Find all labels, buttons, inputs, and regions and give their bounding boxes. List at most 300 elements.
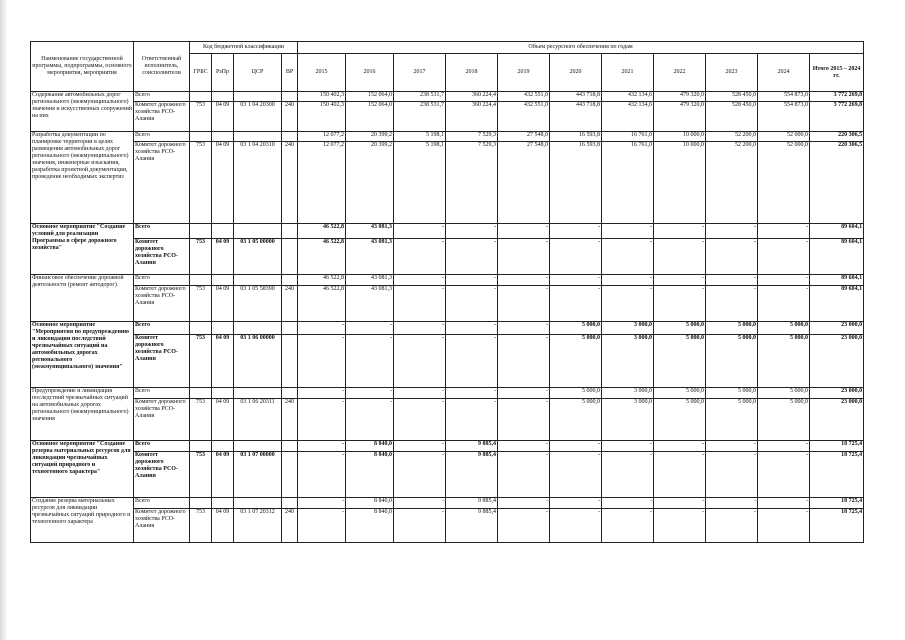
- total-cell: 23 000,0: [810, 335, 864, 388]
- year-value-cell: -: [602, 498, 654, 509]
- row-name: Разработка документации по планировке территории в целях размещения автомобильных дорог регионального (межмуниципального) значения, инженерные изыскания, разработка проектной документации, проведение необходимых экспертиз: [31, 132, 134, 224]
- grbs-cell: 753: [190, 286, 212, 322]
- total-cell: 18 725,4: [810, 441, 864, 452]
- responsible-cell: Комитет дорожного хозяйства РСО-Алания: [134, 102, 190, 132]
- total-cell: 18 725,4: [810, 452, 864, 498]
- total-cell: 23 000,0: [810, 399, 864, 441]
- year-value-cell: 528 450,0: [706, 92, 758, 102]
- csr-cell: [234, 224, 282, 239]
- responsible-cell: Комитет дорожного хозяйства РСО-Алания: [134, 239, 190, 275]
- vr-cell: [282, 441, 298, 452]
- year-value-cell: -: [446, 322, 498, 335]
- grbs-cell: [190, 322, 212, 335]
- grbs-cell: [190, 441, 212, 452]
- year-value-cell: -: [602, 275, 654, 286]
- year-value-cell: 5 000,0: [654, 388, 706, 399]
- header-row-1: [31, 42, 864, 54]
- year-value-cell: -: [298, 399, 346, 441]
- year-value-cell: -: [394, 509, 446, 543]
- year-value-cell: 16 593,8: [550, 132, 602, 142]
- year-value-cell: -: [654, 452, 706, 498]
- year-value-cell: 5 000,0: [706, 399, 758, 441]
- year-value-cell: 5 000,0: [758, 399, 810, 441]
- csr-cell: [234, 132, 282, 142]
- csr-cell: 03 1 07 20312: [234, 509, 282, 543]
- year-value-cell: 16 761,0: [602, 132, 654, 142]
- year-value-cell: 46 522,8: [298, 224, 346, 239]
- table-row: [31, 452, 864, 498]
- year-value-cell: -: [758, 509, 810, 543]
- year-value-cell: 46 522,8: [298, 275, 346, 286]
- year-value-cell: -: [550, 441, 602, 452]
- total-cell: 23 000,0: [810, 388, 864, 399]
- rzpr-cell: [212, 498, 234, 509]
- year-value-cell: -: [758, 286, 810, 322]
- year-value-cell: 443 718,8: [550, 102, 602, 132]
- year-value-cell: 9 885,4: [446, 452, 498, 498]
- year-value-cell: 479 320,0: [654, 102, 706, 132]
- year-value-cell: -: [706, 509, 758, 543]
- rzpr-cell: [212, 224, 234, 239]
- vr-cell: [282, 388, 298, 399]
- year-value-cell: 3 000,0: [602, 335, 654, 388]
- grbs-cell: 753: [190, 335, 212, 388]
- year-value-cell: 43 081,3: [346, 239, 394, 275]
- year-value-cell: -: [654, 498, 706, 509]
- rzpr-cell: 04 09: [212, 452, 234, 498]
- year-value-cell: -: [706, 286, 758, 322]
- table-row: [31, 322, 864, 335]
- resource-provision-table: [30, 41, 864, 543]
- year-value-cell: 52 000,0: [758, 142, 810, 224]
- scan-edge-shadow: [0, 0, 8, 640]
- csr-cell: [234, 322, 282, 335]
- vr-cell: [282, 239, 298, 275]
- year-value-cell: -: [550, 286, 602, 322]
- year-value-cell: -: [346, 322, 394, 335]
- table-row: [31, 224, 864, 239]
- year-value-cell: 27 548,0: [498, 132, 550, 142]
- grbs-cell: 753: [190, 142, 212, 224]
- year-value-cell: -: [706, 224, 758, 239]
- header-year-2021: 2021: [602, 54, 654, 92]
- header-year-2015: 2015: [298, 54, 346, 92]
- rzpr-cell: 04 09: [212, 335, 234, 388]
- year-value-cell: 528 450,0: [706, 102, 758, 132]
- row-name: Основное мероприятие "Мероприятия по предупреждению и ликвидации последствий чрезвычайных ситуаций на автомобильных дорогах регионального (межмуниципального) значения": [31, 322, 134, 388]
- year-value-cell: -: [550, 498, 602, 509]
- csr-cell: [234, 275, 282, 286]
- year-value-cell: 432 134,6: [602, 102, 654, 132]
- header-name: Наименование государственной программы, подпрограммы, основного мероприятия, мероприятия: [31, 42, 134, 92]
- year-value-cell: -: [394, 286, 446, 322]
- year-value-cell: 443 718,8: [550, 92, 602, 102]
- year-value-cell: 7 529,3: [446, 132, 498, 142]
- table-row: [31, 239, 864, 275]
- year-value-cell: 20 399,2: [346, 142, 394, 224]
- year-value-cell: -: [602, 452, 654, 498]
- year-value-cell: -: [394, 322, 446, 335]
- year-value-cell: -: [394, 388, 446, 399]
- year-value-cell: 5 000,0: [550, 399, 602, 441]
- year-value-cell: -: [550, 239, 602, 275]
- year-value-cell: -: [298, 452, 346, 498]
- table-row: [31, 142, 864, 224]
- responsible-cell: Комитет дорожного хозяйства РСО-Алания: [134, 142, 190, 224]
- year-value-cell: -: [298, 322, 346, 335]
- year-value-cell: 432 134,6: [602, 92, 654, 102]
- year-value-cell: -: [346, 388, 394, 399]
- vr-cell: [282, 92, 298, 102]
- year-value-cell: -: [498, 322, 550, 335]
- year-value-cell: 152 064,0: [346, 102, 394, 132]
- grbs-cell: [190, 132, 212, 142]
- vr-cell: [282, 452, 298, 498]
- vr-cell: [282, 275, 298, 286]
- year-value-cell: 554 873,0: [758, 92, 810, 102]
- row-name: Финансовое обеспечение дорожной деятельности (ремонт автодорог): [31, 275, 134, 322]
- year-value-cell: 432 551,0: [498, 102, 550, 132]
- rzpr-cell: [212, 92, 234, 102]
- grbs-cell: 753: [190, 509, 212, 543]
- year-value-cell: -: [602, 509, 654, 543]
- year-value-cell: -: [446, 388, 498, 399]
- total-cell: 89 604,1: [810, 286, 864, 322]
- csr-cell: [234, 498, 282, 509]
- year-value-cell: 5 000,0: [550, 388, 602, 399]
- year-value-cell: -: [654, 286, 706, 322]
- year-value-cell: 43 081,3: [346, 224, 394, 239]
- year-value-cell: -: [446, 275, 498, 286]
- year-value-cell: -: [654, 441, 706, 452]
- year-value-cell: -: [446, 335, 498, 388]
- year-value-cell: 12 077,2: [298, 132, 346, 142]
- year-value-cell: -: [394, 239, 446, 275]
- grbs-cell: 753: [190, 102, 212, 132]
- year-value-cell: 46 522,8: [298, 286, 346, 322]
- vr-cell: [282, 335, 298, 388]
- row-name: Предупреждение и ликвидация последствий чрезвычайных ситуаций на автомобильных дорогах регионального (межмуниципального) значения: [31, 388, 134, 441]
- header-year-2016: 2016: [346, 54, 394, 92]
- year-value-cell: 554 873,0: [758, 102, 810, 132]
- year-value-cell: -: [498, 335, 550, 388]
- year-value-cell: -: [602, 286, 654, 322]
- year-value-cell: 238 531,7: [394, 102, 446, 132]
- year-value-cell: -: [550, 275, 602, 286]
- responsible-cell: Всего: [134, 132, 190, 142]
- rzpr-cell: 04 09: [212, 239, 234, 275]
- year-value-cell: -: [550, 452, 602, 498]
- year-value-cell: 5 000,0: [706, 322, 758, 335]
- year-value-cell: 52 000,0: [758, 132, 810, 142]
- year-value-cell: -: [758, 498, 810, 509]
- table-row: [31, 388, 864, 399]
- grbs-cell: [190, 92, 212, 102]
- year-value-cell: 10 000,0: [654, 132, 706, 142]
- year-value-cell: -: [298, 509, 346, 543]
- csr-cell: 03 1 05 00000: [234, 239, 282, 275]
- responsible-cell: Всего: [134, 275, 190, 286]
- table-row: [31, 498, 864, 509]
- year-value-cell: -: [394, 275, 446, 286]
- responsible-cell: Всего: [134, 224, 190, 239]
- year-value-cell: 9 885,4: [446, 441, 498, 452]
- year-value-cell: 360 224,4: [446, 92, 498, 102]
- year-value-cell: 8 840,0: [346, 441, 394, 452]
- rzpr-cell: 04 09: [212, 286, 234, 322]
- year-value-cell: -: [298, 441, 346, 452]
- year-value-cell: -: [498, 441, 550, 452]
- total-cell: 220 306,5: [810, 132, 864, 142]
- year-value-cell: -: [758, 224, 810, 239]
- total-cell: 3 772 269,8: [810, 92, 864, 102]
- year-value-cell: 5 000,0: [550, 322, 602, 335]
- year-value-cell: -: [298, 388, 346, 399]
- year-value-cell: 152 064,0: [346, 92, 394, 102]
- year-value-cell: 5 000,0: [758, 335, 810, 388]
- year-value-cell: 16 593,8: [550, 142, 602, 224]
- year-value-cell: -: [706, 441, 758, 452]
- year-value-cell: -: [446, 224, 498, 239]
- year-value-cell: 7 529,3: [446, 142, 498, 224]
- year-value-cell: -: [758, 275, 810, 286]
- row-name: Содержание автомобильных дорог регионального (межмуниципального) значения и искусственных сооружений на них: [31, 92, 134, 132]
- responsible-cell: Всего: [134, 388, 190, 399]
- total-cell: 18 725,4: [810, 498, 864, 509]
- grbs-cell: [190, 388, 212, 399]
- csr-cell: [234, 92, 282, 102]
- year-value-cell: 5 198,1: [394, 132, 446, 142]
- header-total: Итого 2015 – 2024 гг.: [810, 54, 864, 92]
- year-value-cell: 432 551,0: [498, 92, 550, 102]
- year-value-cell: -: [602, 441, 654, 452]
- year-value-cell: -: [498, 509, 550, 543]
- total-cell: 220 306,5: [810, 142, 864, 224]
- year-value-cell: 5 000,0: [654, 335, 706, 388]
- rzpr-cell: 04 09: [212, 509, 234, 543]
- year-value-cell: 5 000,0: [654, 322, 706, 335]
- year-value-cell: -: [498, 224, 550, 239]
- year-value-cell: -: [654, 224, 706, 239]
- responsible-cell: Комитет дорожного хозяйства РСО-Алания: [134, 286, 190, 322]
- table-row: [31, 92, 864, 102]
- year-value-cell: 8 840,0: [346, 498, 394, 509]
- year-value-cell: -: [602, 224, 654, 239]
- csr-cell: [234, 388, 282, 399]
- year-value-cell: 3 000,0: [602, 388, 654, 399]
- responsible-cell: Всего: [134, 441, 190, 452]
- year-value-cell: -: [758, 239, 810, 275]
- year-value-cell: 3 000,0: [602, 399, 654, 441]
- grbs-cell: [190, 275, 212, 286]
- grbs-cell: 753: [190, 399, 212, 441]
- grbs-cell: 753: [190, 239, 212, 275]
- year-value-cell: 43 081,3: [346, 275, 394, 286]
- year-value-cell: -: [550, 509, 602, 543]
- vr-cell: 240: [282, 509, 298, 543]
- year-value-cell: -: [394, 452, 446, 498]
- vr-cell: 240: [282, 142, 298, 224]
- header-year-2023: 2023: [706, 54, 758, 92]
- year-value-cell: 479 320,0: [654, 92, 706, 102]
- year-value-cell: 27 548,0: [498, 142, 550, 224]
- grbs-cell: 753: [190, 452, 212, 498]
- year-value-cell: -: [498, 399, 550, 441]
- grbs-cell: [190, 224, 212, 239]
- table-body: [31, 92, 864, 543]
- header-csr: ЦСР: [234, 54, 282, 92]
- responsible-cell: Всего: [134, 322, 190, 335]
- header-budget-code: Код бюджетной классификации: [190, 42, 298, 54]
- header-volume: Объем ресурсного обеспечения по годам: [298, 42, 864, 54]
- year-value-cell: -: [346, 335, 394, 388]
- year-value-cell: -: [498, 239, 550, 275]
- responsible-cell: Комитет дорожного хозяйства РСО-Алания: [134, 509, 190, 543]
- year-value-cell: -: [602, 239, 654, 275]
- header-year-2022: 2022: [654, 54, 706, 92]
- year-value-cell: -: [498, 498, 550, 509]
- vr-cell: 240: [282, 286, 298, 322]
- year-value-cell: 9 885,4: [446, 509, 498, 543]
- table-row: [31, 132, 864, 142]
- responsible-cell: Комитет дорожного хозяйства РСО-Алания: [134, 399, 190, 441]
- year-value-cell: -: [758, 441, 810, 452]
- grbs-cell: [190, 498, 212, 509]
- year-value-cell: 8 840,0: [346, 452, 394, 498]
- csr-cell: 03 1 04 20300: [234, 102, 282, 132]
- year-value-cell: 150 402,3: [298, 92, 346, 102]
- year-value-cell: -: [706, 452, 758, 498]
- year-value-cell: 5 000,0: [550, 335, 602, 388]
- rzpr-cell: 04 09: [212, 399, 234, 441]
- year-value-cell: -: [498, 452, 550, 498]
- year-value-cell: -: [446, 399, 498, 441]
- year-value-cell: -: [446, 286, 498, 322]
- year-value-cell: -: [394, 498, 446, 509]
- header-rzpr: РзПр: [212, 54, 234, 92]
- year-value-cell: -: [394, 441, 446, 452]
- total-cell: 89 604,1: [810, 239, 864, 275]
- vr-cell: 240: [282, 102, 298, 132]
- year-value-cell: -: [654, 509, 706, 543]
- table-row: [31, 275, 864, 286]
- table-row: [31, 441, 864, 452]
- csr-cell: 03 1 06 00000: [234, 335, 282, 388]
- responsible-cell: Всего: [134, 498, 190, 509]
- year-value-cell: 52 200,0: [706, 142, 758, 224]
- year-value-cell: -: [498, 388, 550, 399]
- year-value-cell: -: [394, 335, 446, 388]
- vr-cell: 240: [282, 399, 298, 441]
- year-value-cell: -: [498, 275, 550, 286]
- rzpr-cell: [212, 132, 234, 142]
- total-cell: 3 772 269,8: [810, 102, 864, 132]
- year-value-cell: -: [654, 275, 706, 286]
- rzpr-cell: 04 09: [212, 102, 234, 132]
- year-value-cell: -: [394, 224, 446, 239]
- rzpr-cell: [212, 441, 234, 452]
- year-value-cell: 46 522,8: [298, 239, 346, 275]
- year-value-cell: 360 224,4: [446, 102, 498, 132]
- year-value-cell: 238 531,7: [394, 92, 446, 102]
- year-value-cell: 5 198,1: [394, 142, 446, 224]
- total-cell: 18 725,4: [810, 509, 864, 543]
- vr-cell: [282, 322, 298, 335]
- responsible-cell: Комитет дорожного хозяйства РСО-Алания: [134, 335, 190, 388]
- table-row: [31, 335, 864, 388]
- year-value-cell: 8 840,0: [346, 509, 394, 543]
- year-value-cell: 5 000,0: [706, 388, 758, 399]
- row-name: Создание резерва материальных ресурсов для ликвидации чрезвычайных ситуаций природного и техногенного характера: [31, 498, 134, 543]
- total-cell: 89 604,1: [810, 275, 864, 286]
- year-value-cell: 12 077,2: [298, 142, 346, 224]
- year-value-cell: -: [446, 239, 498, 275]
- header-year-2017: 2017: [394, 54, 446, 92]
- responsible-cell: Комитет дорожного хозяйства РСО-Алания: [134, 452, 190, 498]
- year-value-cell: -: [706, 275, 758, 286]
- budget-table-sheet: [30, 41, 863, 543]
- rzpr-cell: [212, 322, 234, 335]
- year-value-cell: 9 885,4: [446, 498, 498, 509]
- rzpr-cell: [212, 275, 234, 286]
- year-value-cell: 3 000,0: [602, 322, 654, 335]
- vr-cell: [282, 224, 298, 239]
- vr-cell: [282, 498, 298, 509]
- vr-cell: [282, 132, 298, 142]
- year-value-cell: -: [758, 452, 810, 498]
- header-vr: ВР: [282, 54, 298, 92]
- csr-cell: 03 1 04 20310: [234, 142, 282, 224]
- row-name: Основное мероприятие "Создание условий для реализации Программы в сфере дорожного хозяйства": [31, 224, 134, 275]
- year-value-cell: -: [346, 399, 394, 441]
- rzpr-cell: 04 09: [212, 142, 234, 224]
- csr-cell: 03 1 05 58390: [234, 286, 282, 322]
- year-value-cell: 10 000,0: [654, 142, 706, 224]
- year-value-cell: 5 000,0: [706, 335, 758, 388]
- year-value-cell: 5 000,0: [758, 388, 810, 399]
- total-cell: 89 604,1: [810, 224, 864, 239]
- year-value-cell: -: [498, 286, 550, 322]
- header-year-2024: 2024: [758, 54, 810, 92]
- year-value-cell: -: [298, 335, 346, 388]
- responsible-cell: Всего: [134, 92, 190, 102]
- year-value-cell: 20 399,2: [346, 132, 394, 142]
- year-value-cell: -: [394, 399, 446, 441]
- header-responsible: Ответственный исполнитель, соисполнители: [134, 42, 190, 92]
- year-value-cell: -: [550, 224, 602, 239]
- header-year-2019: 2019: [498, 54, 550, 92]
- year-value-cell: 150 402,3: [298, 102, 346, 132]
- rzpr-cell: [212, 388, 234, 399]
- table-row: [31, 509, 864, 543]
- csr-cell: 03 1 06 20311: [234, 399, 282, 441]
- year-value-cell: 5 000,0: [654, 399, 706, 441]
- year-value-cell: 43 081,3: [346, 286, 394, 322]
- table-row: [31, 286, 864, 322]
- table-row: [31, 102, 864, 132]
- year-value-cell: 16 761,0: [602, 142, 654, 224]
- year-value-cell: -: [706, 498, 758, 509]
- row-name: Основное мероприятие "Создание резерва материальных ресурсов для ликвидации чрезвычайных ситуаций природного и техногенного характера": [31, 441, 134, 498]
- header-year-2018: 2018: [446, 54, 498, 92]
- year-value-cell: 5 000,0: [758, 322, 810, 335]
- total-cell: 23 000,0: [810, 322, 864, 335]
- year-value-cell: -: [706, 239, 758, 275]
- header-grbs: ГРБС: [190, 54, 212, 92]
- header-year-2020: 2020: [550, 54, 602, 92]
- csr-cell: [234, 441, 282, 452]
- year-value-cell: -: [654, 239, 706, 275]
